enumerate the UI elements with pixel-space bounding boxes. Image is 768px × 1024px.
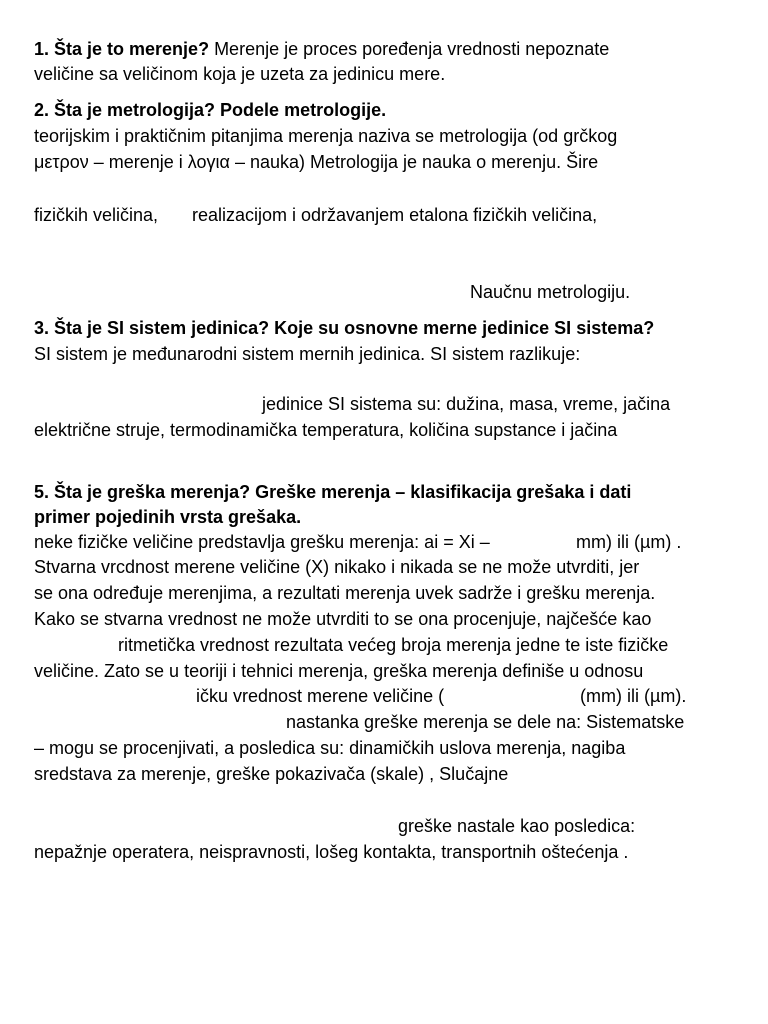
q5-line-1a: neke fizičke veličine predstavlja grešku merenja: ai = Xi – <box>34 532 490 552</box>
q2-line-3b: realizacijom i održavanjem etalona fizičkih veličina, <box>192 205 598 225</box>
q5-line-5: ritmetička vrednost rezultata većeg broja merenja jedne te iste fizičke <box>118 635 669 655</box>
q3-heading: 3. Šta je SI sistem jedinica? Koje su osnovne merne jedinice SI sistema? <box>34 318 655 338</box>
q1-question: 1. Šta je to merenje? <box>34 39 210 59</box>
q5-line-10: sredstava za merenje, greške pokazivača (skale) , Slučajne <box>34 764 509 784</box>
q2-line-1: teorijskim i praktičnim pitanjima merenja naziva se metrologija (od grčkog <box>34 126 618 146</box>
q2-heading: 2. Šta je metrologija? Podele metrologije. <box>34 100 387 120</box>
q1-line-2: veličine sa veličinom koja je uzeta za jedinicu mere. <box>34 64 446 84</box>
q5-line-8: nastanka greške merenja se dele na: Sistematske <box>286 712 685 732</box>
q5-line-2: Stvarna vrcdnost merene veličine (X) nikako i nikada se ne može utvrditi, jer <box>34 557 640 577</box>
q5-heading-1: 5. Šta je greška merenja? Greške merenja – klasifikacija grešaka i dati <box>34 482 632 502</box>
q1-line-1 <box>34 39 609 59</box>
q3-line-1: SI sistem je međunarodni sistem mernih jedinica. SI sistem razlikuje: <box>34 344 581 364</box>
q3-line-2: jedinice SI sistema su: dužina, masa, vreme, jačina <box>262 394 671 414</box>
q5-line-11: greške nastale kao posledica: <box>398 816 636 836</box>
q5-line-1b: mm) ili (µm) . <box>576 532 682 552</box>
q5-line-7a: ičku vrednost merene veličine ( <box>196 686 445 706</box>
q3-line-3: električne struje, termodinamička temperatura, količina supstance i jačina <box>34 420 618 440</box>
q2-line-4: Naučnu metrologiju. <box>470 282 631 302</box>
q5-line-7b: (mm) ili (µm). <box>580 686 687 706</box>
q5-heading-2: primer pojedinih vrsta grešaka. <box>34 507 302 527</box>
q5-line-9: – mogu se procenjivati, a posledica su: dinamičkih uslova merenja, nagiba <box>34 738 626 758</box>
q5-line-3: se ona određuje merenjima, a rezultati merenja uvek sadrže i grešku merenja. <box>34 583 656 603</box>
q2-line-2: μετρον – merenje i λογια – nauka) Metrologija je nauka o merenju. Šire <box>34 152 599 172</box>
q1-answer-start: Merenje je proces poređenja vrednosti nepoznate <box>209 39 610 59</box>
q2-line-3a: fizičkih veličina, <box>34 205 159 225</box>
q5-line-12: nepažnje operatera, neispravnosti, lošeg kontakta, transportnih oštećenja . <box>34 842 629 862</box>
q5-line-4: Kako se stvarna vrednost ne može utvrditi to se ona procenjuje, najčešće kao <box>34 609 652 629</box>
q5-line-6: veličine. Zato se u teoriji i tehnici merenja, greška merenja definiše u odnosu <box>34 661 644 681</box>
